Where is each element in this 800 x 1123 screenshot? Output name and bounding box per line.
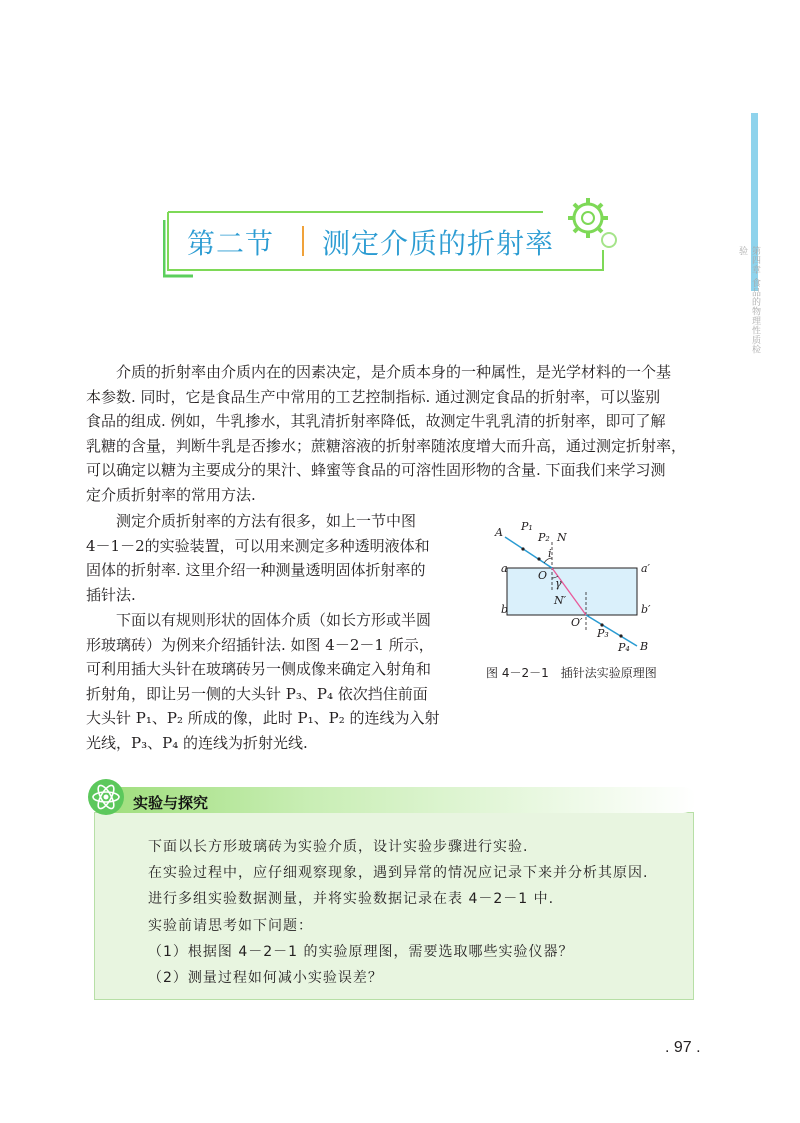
- paragraph-methods: [86, 509, 450, 607]
- label-Oprime: O′: [571, 616, 583, 629]
- text-line: 形玻璃砖）为例来介绍插针法. 如图 4－2－1 所示，: [86, 635, 434, 654]
- text-line: 插针法.: [86, 585, 136, 604]
- text-line: 可利用插大头针在玻璃砖另一侧成像来确定入射角和: [86, 660, 432, 679]
- label-Nprime: N′: [554, 594, 567, 607]
- experiment-question: （2）测量过程如何减小实验误差？: [148, 970, 383, 987]
- pin-p2: [537, 557, 540, 560]
- text-line: 介质的折射率由介质内在的因素决定，是介质本身的一种属性，是光学材料的一个基: [116, 363, 672, 381]
- text-line: 可以确定以糖为主要成分的果汁、蜂蜜等食品的可溶性固形物的含量. 下面我们来学习测: [86, 461, 666, 480]
- label-P3: P₃: [597, 627, 609, 640]
- section-label: 第二节: [187, 227, 275, 260]
- text-line: 大头针 P₁、P₂ 所成的像，此时 P₁、P₂ 的连线为入射: [86, 709, 440, 728]
- label-aprime: a′: [641, 562, 651, 575]
- refraction-diagram: [487, 520, 707, 670]
- page-number: . 97 .: [665, 1039, 701, 1056]
- label-P2: P₂: [538, 531, 550, 544]
- paragraph-intro: [86, 360, 712, 508]
- experiment-question: （1）根据图 4－2－1 的实验原理图，需要选取哪些实验仪器？: [148, 943, 574, 960]
- pin-p4: [619, 634, 622, 637]
- gear-icon: [568, 198, 608, 238]
- atom-icon: [88, 779, 124, 815]
- experiment-line: 进行多组实验数据测量，并将实验数据记录在表 4－2－1 中.: [148, 891, 555, 908]
- label-A: A: [495, 526, 503, 539]
- text-line: 乳糖的含量，判断牛乳是否掺水；蔗糖溶液的折射率随浓度增大而升高，通过测定折射率，: [86, 436, 687, 455]
- text-line: 定介质折射率的常用方法.: [86, 485, 256, 504]
- text-line: 4－1－2的实验装置，可以用来测定多种透明液体和: [86, 536, 430, 555]
- label-N: N: [557, 531, 567, 544]
- glass-block: [507, 568, 637, 615]
- label-i: i: [548, 547, 552, 560]
- label-a: a: [501, 562, 508, 575]
- label-O: O: [538, 569, 548, 582]
- section-title: 测定介质的折射率: [322, 227, 555, 260]
- label-bprime: b′: [641, 603, 651, 616]
- label-B: B: [640, 640, 649, 653]
- text-line: 光线，P₃、P₄ 的连线为折射光线.: [86, 733, 308, 752]
- label-gamma: γ: [555, 577, 562, 590]
- experiment-line: 实验前请思考如下问题：: [148, 917, 313, 934]
- experiment-heading: 实验与探究: [133, 794, 209, 812]
- text-line: 测定介质折射率的方法有很多，如上一节中图: [116, 512, 417, 530]
- text-line: 下面以有规则形状的固体介质（如长方形或半圆: [116, 611, 432, 629]
- pin-p1: [521, 547, 524, 550]
- experiment-line: 下面以长方形玻璃砖为实验介质，设计实验步骤进行实验.: [148, 839, 529, 855]
- label-b: b: [501, 603, 509, 616]
- experiment-line: 在实验过程中，应仔细观察现象，遇到异常的情况应记录下来并分析其原因.: [148, 865, 649, 882]
- text-line: 食品的组成. 例如，牛乳掺水，其乳清折射率降低，故测定牛乳乳清的折射率，即可了解: [86, 412, 666, 431]
- label-P1: P₁: [521, 520, 533, 533]
- text-line: 折射角，即让另一侧的大头针 P₃、P₄ 依次挡住前面: [86, 684, 428, 703]
- text-line: 固体的折射率. 这里介绍一种测量透明固体折射率的: [86, 561, 426, 580]
- label-P4: P₄: [618, 641, 630, 654]
- side-tab-text: 第四章 食品的物理性质检验: [737, 246, 760, 354]
- experiment-content: [148, 834, 678, 991]
- text-line: 本参数. 同时，它是食品生产中常用的工艺控制指标. 通过测定食品的折射率，可以鉴别: [86, 387, 661, 406]
- refraction-figure: [487, 520, 707, 670]
- title-divider: [302, 226, 304, 256]
- paragraph-pin-method: [86, 608, 450, 756]
- figure-caption: 图 4－2－1 插针法实验原理图: [486, 666, 657, 680]
